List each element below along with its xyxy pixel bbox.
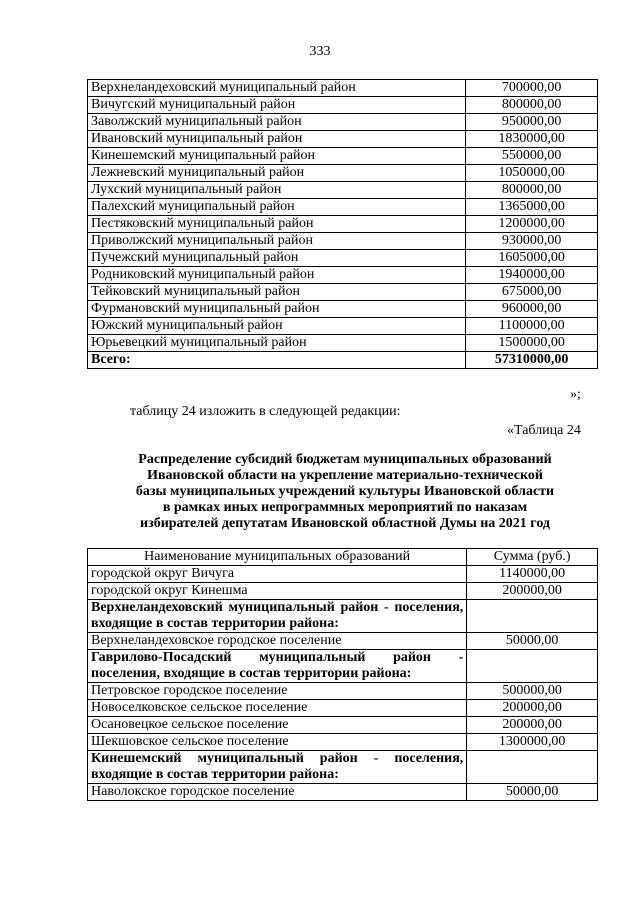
settlement-name: Шекшовское сельское поселение (88, 734, 467, 751)
district-amount: 800000,00 (466, 97, 598, 114)
settlement-name: Наволокское городское поселение (88, 784, 467, 801)
table-row (88, 784, 598, 801)
district-amount: 700000,00 (466, 80, 598, 97)
header-amount: Сумма (руб.) (467, 549, 598, 566)
settlement-amount: 200000,00 (467, 583, 598, 600)
district-name: Южский муниципальный район (88, 318, 466, 335)
table-row (88, 633, 598, 650)
total-label: Всего: (88, 352, 466, 369)
district-name: Заволжский муниципальный район (88, 114, 466, 131)
district-name: Пучежский муниципальный район (88, 250, 466, 267)
group-row (88, 650, 598, 683)
district-amount: 675000,00 (466, 284, 598, 301)
district-amount: 550000,00 (466, 148, 598, 165)
district-name: Палехский муниципальный район (88, 199, 466, 216)
settlement-amount: 500000,00 (467, 683, 598, 700)
district-name: Лежневский муниципальный район (88, 165, 466, 182)
table-row (88, 216, 598, 233)
settlement-amount: 1300000,00 (467, 734, 598, 751)
table-row (88, 301, 598, 318)
heading-line: Распределение субсидий бюджетам муниципальных образований (138, 452, 552, 467)
district-name: Фурмановский муниципальный район (88, 301, 466, 318)
table-row (88, 566, 598, 583)
district-name: Юрьевецкий муниципальный район (88, 335, 466, 352)
settlement-amount (467, 650, 598, 683)
table-row (88, 182, 598, 199)
settlement-amount (467, 600, 598, 633)
district-name: Лухский муниципальный район (88, 182, 466, 199)
instruction-text: таблицу 24 изложить в следующей редакции: (130, 404, 401, 419)
table-row (88, 734, 598, 751)
settlement-name: городской округ Кинешма (88, 583, 467, 600)
district-amount: 1940000,00 (466, 267, 598, 284)
district-amount: 930000,00 (466, 233, 598, 250)
table-row (88, 233, 598, 250)
table-row (88, 583, 598, 600)
district-amount: 1100000,00 (466, 318, 598, 335)
settlement-amount: 50000,00 (467, 633, 598, 650)
heading-line: базы муниципальных учреждений культуры Ивановской области (135, 484, 555, 499)
subsidy-table-24 (87, 548, 598, 801)
district-name: Верхнеландеховский муниципальный район (88, 80, 466, 97)
district-amount: 950000,00 (466, 114, 598, 131)
district-name: Тейковский муниципальный район (88, 284, 466, 301)
district-name: Пестяковский муниципальный район (88, 216, 466, 233)
settlement-amount: 200000,00 (467, 700, 598, 717)
header-name: Наименование муниципальных образований (88, 549, 467, 566)
district-name: Родниковский муниципальный район (88, 267, 466, 284)
settlement-name: Осановецкое сельское поселение (88, 717, 467, 734)
group-row (88, 600, 598, 633)
table-row (88, 700, 598, 717)
settlement-amount: 1140000,00 (467, 566, 598, 583)
district-amount: 1830000,00 (466, 131, 598, 148)
heading-line: в рамках иных непрограммных мероприятий по наказам (162, 500, 528, 515)
district-group-name: Кинешемский муниципальный район - поселения, входящие в состав территории района: (88, 751, 467, 784)
district-amount: 1500000,00 (466, 335, 598, 352)
settlement-amount (467, 751, 598, 784)
district-amount: 1200000,00 (466, 216, 598, 233)
district-amount: 1050000,00 (466, 165, 598, 182)
table-row (88, 284, 598, 301)
district-name: Приволжский муниципальный район (88, 233, 466, 250)
table-row (88, 165, 598, 182)
heading-line: Ивановской области на укрепление материально-технической (147, 468, 543, 483)
group-row (88, 751, 598, 784)
table-row (88, 267, 598, 284)
table-row (88, 335, 598, 352)
district-group-name: Гаврилово-Посадский муниципальный район - поселения, входящие в состав территории района: (88, 650, 467, 683)
settlement-name: Петровское городское поселение (88, 683, 467, 700)
district-amount: 800000,00 (466, 182, 598, 199)
table-row (88, 148, 598, 165)
subsidy-table-continued (87, 79, 598, 369)
district-name: Кинешемский муниципальный район (88, 148, 466, 165)
table-row (88, 131, 598, 148)
district-name: Вичугский муниципальный район (88, 97, 466, 114)
table-row (88, 114, 598, 131)
settlement-amount: 50000,00 (467, 784, 598, 801)
settlement-amount: 200000,00 (467, 717, 598, 734)
settlement-name: городской округ Вичуга (88, 566, 467, 583)
total-amount: 57310000,00 (466, 352, 598, 369)
table-row (88, 717, 598, 734)
table-row (88, 683, 598, 700)
district-name: Ивановский муниципальный район (88, 131, 466, 148)
heading-line: избирателей депутатам Ивановской областной Думы на 2021 год (140, 516, 550, 531)
district-amount: 960000,00 (466, 301, 598, 318)
district-amount: 1605000,00 (466, 250, 598, 267)
closing-quote: »; (570, 387, 581, 402)
table-heading (100, 452, 590, 532)
table-header-row (88, 549, 598, 566)
settlement-name: Новоселковское сельское поселение (88, 700, 467, 717)
table-label: «Таблица 24 (507, 423, 581, 438)
table-row (88, 250, 598, 267)
district-amount: 1365000,00 (466, 199, 598, 216)
district-group-name: Верхнеландеховский муниципальный район - поселения, входящие в состав территории района: (88, 600, 467, 633)
table-row (88, 97, 598, 114)
total-row (88, 352, 598, 369)
settlement-name: Верхнеландеховское городское поселение (88, 633, 467, 650)
page-number: 333 (309, 44, 331, 59)
table-row (88, 80, 598, 97)
table-row (88, 199, 598, 216)
table-row (88, 318, 598, 335)
